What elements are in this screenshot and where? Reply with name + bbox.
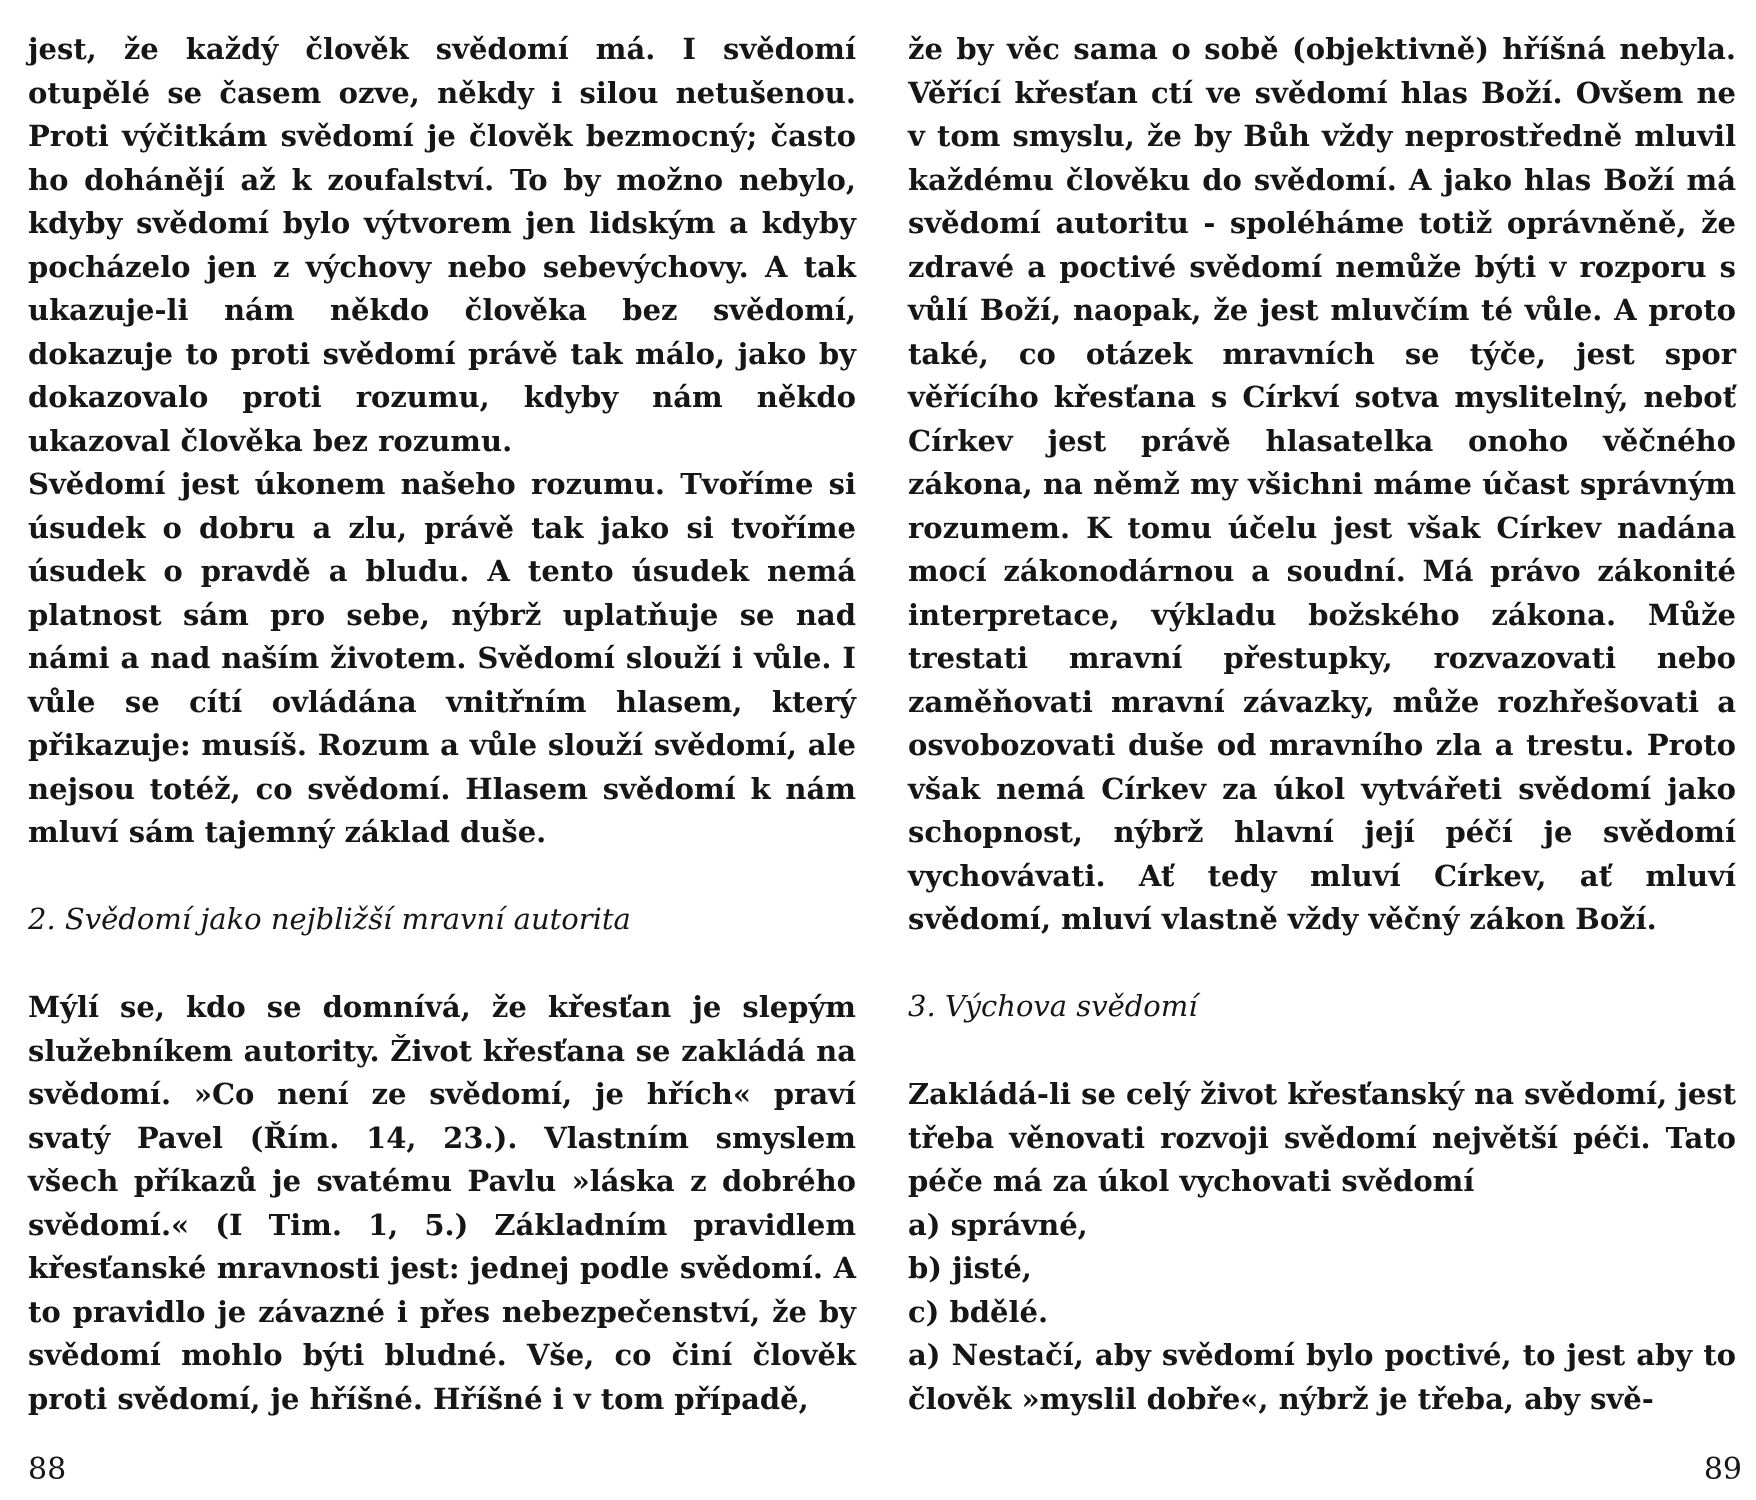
- right-paragraph-3: a) Nestačí, aby svědomí bylo poctivé, to jest aby to člověk »myslil dobře«, nýbrž je třeba, aby svě-: [908, 1338, 1736, 1416]
- section-heading-2: 2. Svědomí jako nejbližší mravní autorita: [28, 901, 631, 936]
- left-text-column: [28, 28, 856, 1421]
- page-number-right: 89: [1703, 1452, 1742, 1487]
- section-heading-3: 3. Výchova svědomí: [908, 988, 1198, 1023]
- right-paragraph-2: Zakládá-li se celý život křesťanský na svědomí, jest třeba věnovati rozvoji svědomí největší péči. Tato péče má za úkol vychovati svědomí: [908, 1077, 1736, 1198]
- list-item-a: a) správné,: [908, 1207, 1088, 1242]
- right-text-column: [908, 28, 1736, 1421]
- right-page: [878, 0, 1756, 1500]
- list-item-c: c) bdělé.: [908, 1294, 1049, 1329]
- left-paragraph-3: Mýlí se, kdo se domnívá, že křesťan je slepým služebníkem autority. Život křesťana se zakládá na svědomí. »Co není ze svědomí, je hřích« praví svatý Pavel (Řím. 14, 23.). Vlastním smyslem všech příkazů je svatému Pavlu »láska z dobrého svědomí.« (I Tim. 1, 5.) Základním pravidlem křesťanské mravnosti jest: jednej podle svědomí. A to pravidlo je závazné i přes nebezpečenství, že by svědomí mohlo býti bludné. Vše, co činí člověk proti svědomí, je hříšné. Hříšné i v tom případě,: [28, 990, 856, 1416]
- list-item-b: b) jisté,: [908, 1251, 1032, 1285]
- left-paragraph-1: jest, že každý člověk svědomí má. I svědomí otupělé se časem ozve, někdy i silou netušenou. Proti výčitkám svědomí je člověk bezmocný; často ho dohánějí až k zoufalství. To by možno nebylo, kdyby svědomí bylo výtvorem jen lidským a kdyby pocházelo jen z výchovy nebo sebevýchovy. A tak ukazuje-li nám někdo člověka bez svědomí, dokazuje to proti svědomí právě tak málo, jako by dokazovalo proti rozumu, kdyby nám někdo ukazoval člověka bez rozumu.: [28, 32, 856, 458]
- right-paragraph-1: že by věc sama o sobě (objektivně) hříšná nebyla. Věřící křesťan ctí ve svědomí hlas Boží. Ovšem ne v tom smyslu, že by Bůh vždy neprostředně mluvil každému člověku do svědomí. A jako hlas Boží má svědomí autoritu - spoléháme totiž oprávněně, že zdravé a poctivé svědomí nemůže býti v rozporu s vůlí Boží, naopak, že jest mluvčím té vůle. A proto také, co otázek mravních se týče, jest spor věřícího křesťana s Církví sotva myslitelný, neboť Církev jest právě hlasatelka onoho věčného zákona, na němž my všichni máme účast správným rozumem. K tomu účelu jest však Církev nadána mocí zákonodárnou a soudní. Má právo zákonité interpretace, výkladu božského zákona. Může trestati mravní přestupky, rozvazovati nebo zaměňovati mravní závazky, může rozhřešovati a osvobozovati duše od mravního zla a trestu. Proto však nemá Církev za úkol vytvářeti svědomí jako schopnost, nýbrž hlavní její péčí je svědomí vychovávati. Ať tedy mluví Církev, ať mluví svědomí, mluví vlastně vždy věčný zákon Boží.: [908, 32, 1736, 936]
- page-number-left: 88: [28, 1452, 67, 1487]
- left-paragraph-2: Svědomí jest úkonem našeho rozumu. Tvoříme si úsudek o dobru a zlu, právě tak jako si tvoříme úsudek o pravdě a bludu. A tento úsudek nemá platnost sám pro sebe, nýbrž uplatňuje se nad námi a nad naším životem. Svědomí slouží i vůle. I vůle se cítí ovládána vnitřním hlasem, který přikazuje: musíš. Rozum a vůle slouží svědomí, ale nejsou totéž, co svědomí. Hlasem svědomí k nám mluví sám tajemný základ duše.: [28, 467, 856, 849]
